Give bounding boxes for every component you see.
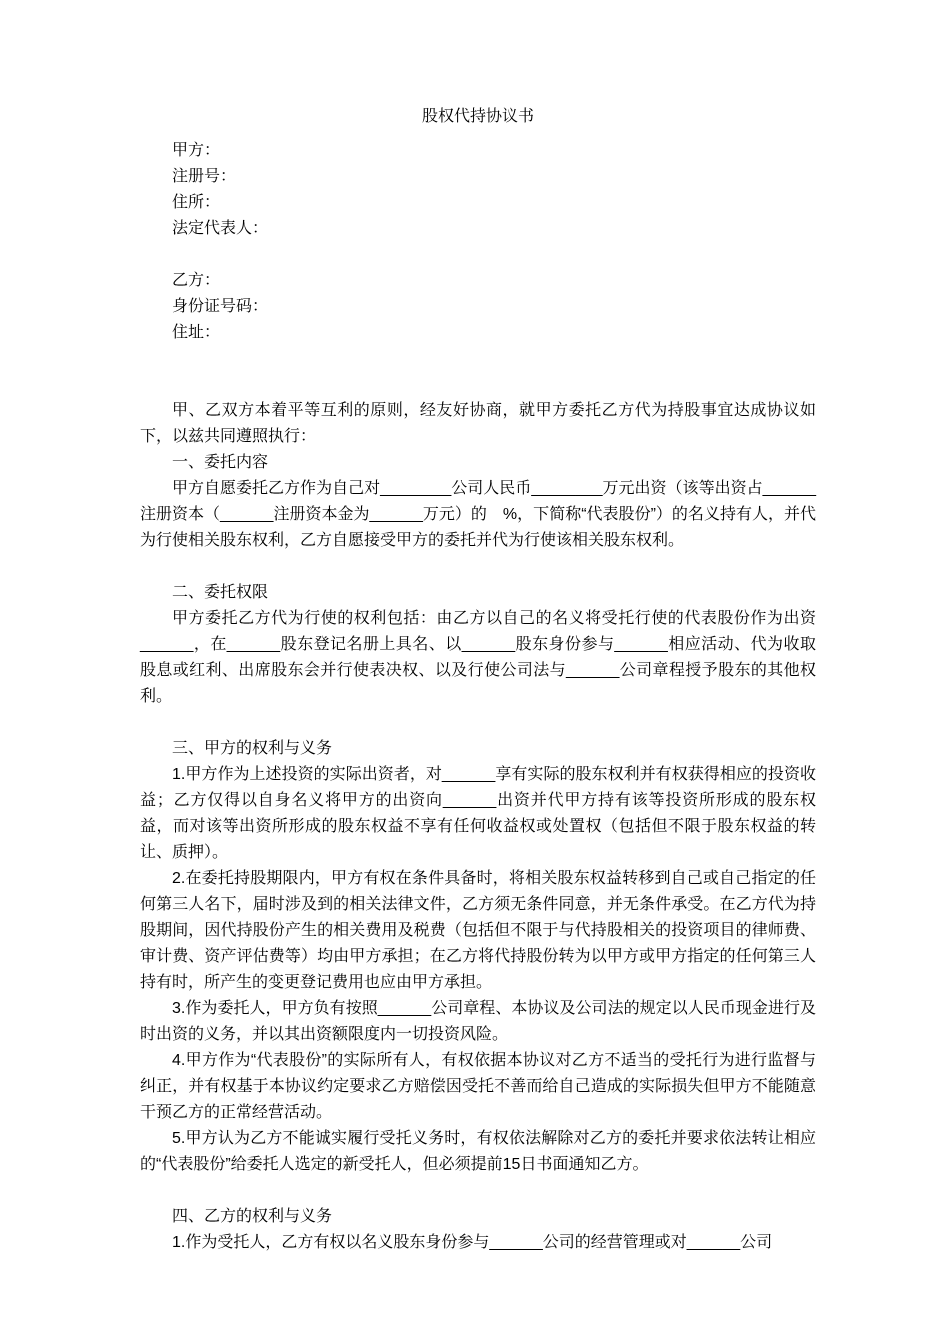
section-4-heading: 四、乙方的权利与义务	[172, 1208, 333, 1225]
section-3-heading: 三、甲方的权利与义务	[172, 740, 333, 757]
section-2-heading: 二、委托权限	[172, 584, 269, 601]
section-3-item-5: 5.甲方认为乙方不能诚实履行受托义务时，有权依法解除对乙方的委托并要求依法转让相应的“代表股份”给委托人选定的新受托人，但必须提前15日书面通知乙方。	[140, 1130, 816, 1173]
document-title: 股权代持协议书	[421, 108, 534, 125]
section-1-paragraph-1: 甲方自愿委托乙方作为自己对________公司人民币________万元出资（该等出资占______注册资本（______注册资本金为______万元）的 %，下简称“代表股份”）的名义持有人，并代为行使相关股东权利，乙方自愿接受甲方的委托并代为行使该相关股东权利。	[140, 480, 816, 549]
spacer	[140, 710, 816, 736]
section-3-item-3: 3.作为委托人，甲方负有按照______公司章程、本协议及公司法的规定以人民币现金进行及时出资的义务，并以其出资额限度内一切投资风险。	[140, 1000, 816, 1043]
preamble-paragraph: 甲、乙双方本着平等互利的原则，经友好协商，就甲方委托乙方代为持股事宜达成协议如下，以兹共同遵照执行：	[140, 402, 816, 445]
party-b-label: 乙方：	[172, 272, 221, 289]
section-3-item-4: 4.甲方作为“代表股份”的实际所有人，有权依据本协议对乙方不适当的受托行为进行监督与纠正，并有权基于本协议约定要求乙方赔偿因受托不善而给自己造成的实际损失但甲方不能随意干预乙方的正常经营活动。	[140, 1052, 816, 1121]
spacer	[140, 1178, 816, 1204]
section-3-item-1: 1.甲方作为上述投资的实际出资者，对______享有实际的股东权利并有权获得相应的投资收益；乙方仅得以自身名义将甲方的出资向______出资并代甲方持有该等投资所形成的股东权益，而对该等出资所形成的股东权益不享有任何收益权或处置权（包括但不限于股东权益的转让、质押）。	[140, 766, 816, 861]
spacer	[140, 346, 816, 398]
party-a-registration-number: 注册号：	[172, 168, 237, 185]
section-1-heading: 一、委托内容	[172, 454, 269, 471]
party-b-id-number: 身份证号码：	[172, 298, 269, 315]
party-a-legal-representative: 法定代表人：	[172, 220, 269, 237]
spacer	[140, 242, 816, 268]
spacer	[140, 554, 816, 580]
party-a-label: 甲方：	[172, 142, 221, 159]
section-2-paragraph-1: 甲方委托乙方代为行使的权利包括：由乙方以自己的名义将受托行使的代表股份作为出资______，在______股东登记名册上具名、以______股东身份参与______相应活动、代为收取股息或红利、出席股东会并行使表决权、以及行使公司法与______公司章程授予股东的其他权利。	[140, 610, 816, 705]
section-3-item-2: 2.在委托持股期限内，甲方有权在条件具备时，将相关股东权益转移到自己或自己指定的任何第三人名下，届时涉及到的相关法律文件，乙方须无条件同意，并无条件承受。在乙方代为持股期间，因代持股份产生的相关费用及税费（包括但不限于与代持股相关的投资项目的律师费、审计费、资产评估费等）均由甲方承担；在乙方将代持股份转为以甲方或甲方指定的任何第三人持有时，所产生的变更登记费用也应由甲方承担。	[140, 870, 816, 991]
party-b-address: 住址：	[172, 324, 221, 341]
section-4-item-1: 1.作为受托人，乙方有权以名义股东身份参与______公司的经营管理或对______公司	[172, 1234, 773, 1251]
party-a-domicile: 住所：	[172, 194, 221, 211]
